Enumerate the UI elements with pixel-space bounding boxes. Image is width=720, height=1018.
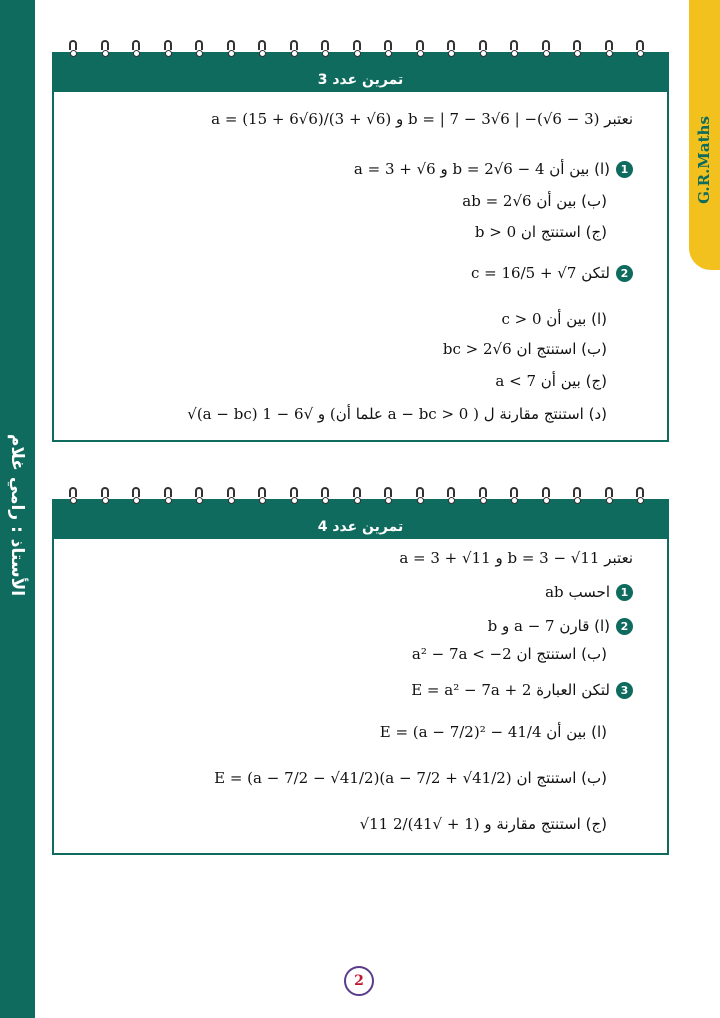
binding-ring [478,487,488,509]
binding-ring [257,487,267,509]
binding-ring [352,487,362,509]
binding-ring [289,487,299,509]
binding-ring [635,40,645,62]
binding-ring [257,40,267,62]
exercise-line: نعتبر a = (15 + 6√6)/(3 + √6) و b = | 7 − 3√6 | −(√6 − 3) [211,110,633,128]
exercise-line: (ب) استنتج ان bc > 2√6 [442,340,607,358]
binding-ring [100,487,110,509]
exercise-line: (ج) استنتج مقارنة √11 و (1 + √41)/2 [359,815,607,833]
exercise-card [52,52,669,442]
binding-ring [68,487,78,509]
binding-ring [226,487,236,509]
exercise-line: (ا) بين أن E = (a − 7/2)² − 41/4 [379,723,607,741]
binding-ring [68,40,78,62]
exercise-header [54,54,667,92]
binding-ring [100,40,110,62]
binding-ring [194,487,204,509]
exercise-line: 2لتكن c = 16/5 + √7 [471,264,633,282]
brand-tab [689,0,720,270]
exercise-line: (ج) استنتج ان b > 0 [474,223,607,241]
binding-ring [446,487,456,509]
exercise-line: (ب) بين أن ab = 2√6 [462,192,607,210]
binding-ring [604,487,614,509]
exercise-line: (ج) بين أن a < 7 [495,372,607,390]
binding-ring [383,487,393,509]
binding-ring [289,40,299,62]
exercise-line: (د) استنتج مقارنة ل √(a − bc) و √6 − 1 (علما أن a − bc > 0 ) [187,405,607,423]
binding-ring [541,487,551,509]
binding-ring [572,487,582,509]
binding-ring [509,487,519,509]
spiral-binding [54,40,667,66]
exercise-line: 3لتكن العبارة E = a² − 7a + 2 [411,681,633,699]
exercise-line: 2(ا) قارن b و a − 7 [488,617,633,635]
binding-ring [352,40,362,62]
exercise-line: 1(ا) بين أن a = 3 + √6 و b = 2√6 − 4 [354,160,633,178]
binding-ring [131,487,141,509]
page-number: 2 [344,966,374,996]
binding-ring [131,40,141,62]
binding-ring [446,40,456,62]
binding-ring [635,487,645,509]
author-name: الأستاذ : رامي غلام [7,433,27,597]
binding-ring [415,40,425,62]
binding-ring [509,40,519,62]
binding-ring [478,40,488,62]
binding-ring [226,40,236,62]
binding-ring [415,487,425,509]
binding-ring [320,40,330,62]
exercise-line: (ا) بين أن c > 0 [501,310,607,328]
spiral-binding [54,487,667,513]
binding-ring [572,40,582,62]
exercise-line: (ب) استنتج ان E = (a − 7/2 − √41/2)(a − 7/2 + √41/2) [214,769,607,787]
brand-label: G.R.Maths [695,116,713,204]
exercise-line: 1احسب ab [545,583,633,601]
exercise-card [52,499,669,855]
binding-ring [541,40,551,62]
exercise-line: (ب) استنتج ان a² − 7a < −2 [411,645,607,663]
exercise-title: تمرين عدد 4 [317,519,404,535]
binding-ring [383,40,393,62]
binding-ring [194,40,204,62]
binding-ring [320,487,330,509]
exercise-line: نعتبر a = 3 + √11 و b = 3 − √11 [399,549,633,567]
binding-ring [163,487,173,509]
binding-ring [163,40,173,62]
exercise-title: تمرين عدد 3 [317,72,404,88]
exercise-header [54,501,667,539]
binding-ring [604,40,614,62]
left-sidebar [0,0,35,1018]
